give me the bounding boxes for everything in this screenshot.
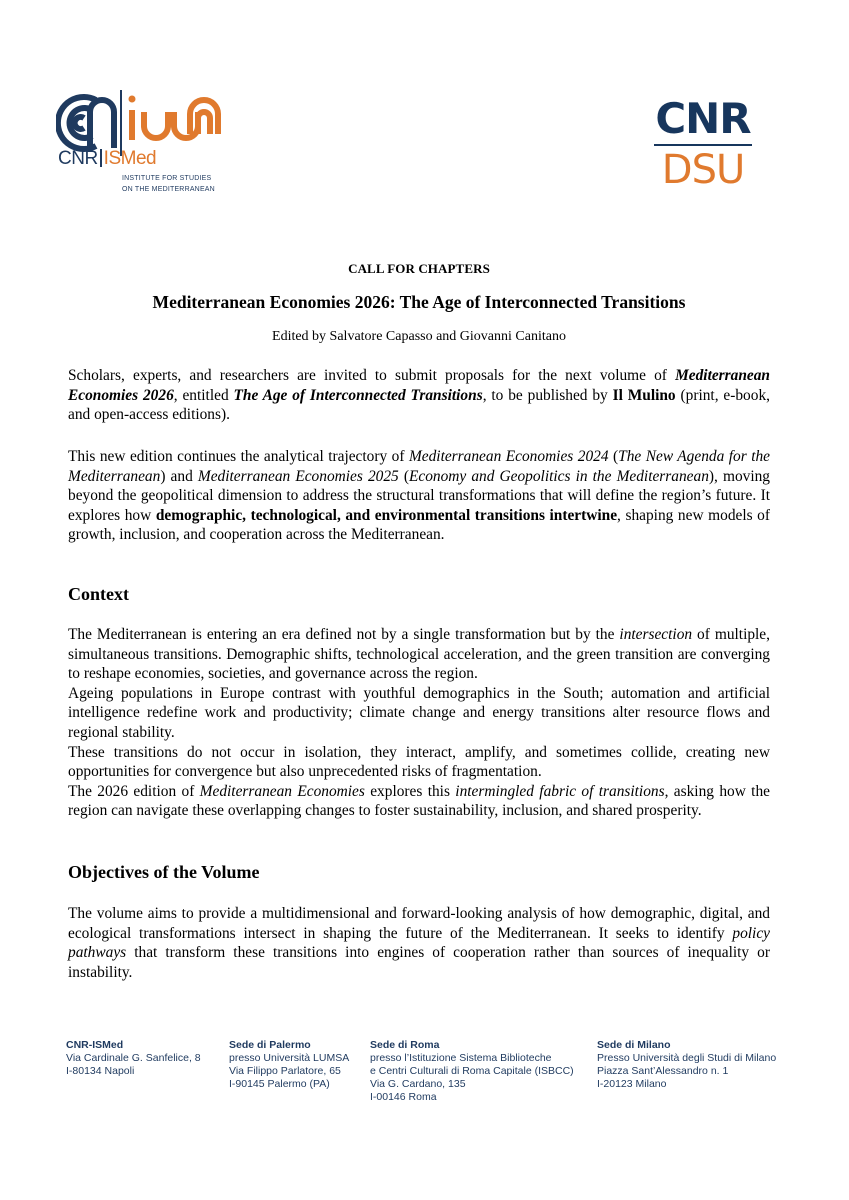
footer-office-roma bbox=[370, 1039, 574, 1104]
office-line: I-80134 Napoli bbox=[66, 1065, 135, 1077]
footer-office-milano bbox=[597, 1039, 776, 1091]
objectives-heading: Objectives of the Volume bbox=[68, 862, 260, 882]
office-line: Via Filippo Parlatore, 65 bbox=[229, 1065, 341, 1077]
office-line: presso Università LUMSA bbox=[229, 1052, 350, 1064]
dsu-logo-cnr: CNR bbox=[655, 94, 751, 143]
office-line: I-20123 Milano bbox=[597, 1078, 667, 1090]
context-heading: Context bbox=[68, 584, 129, 604]
volume-subtitle: The Age of Interconnected Transitions bbox=[233, 386, 483, 404]
volume-name: Mediterranean Economies 2026 bbox=[68, 367, 770, 404]
office-line: Presso Università degli Studi di Milano bbox=[597, 1052, 777, 1064]
office-line: Piazza Sant’Alessandro n. 1 bbox=[597, 1065, 729, 1077]
logo-subtitle-line1: INSTITUTE FOR STUDIES bbox=[122, 175, 212, 182]
office-name: CNR-ISMed bbox=[66, 1039, 124, 1051]
office-line: I-00146 Roma bbox=[370, 1091, 437, 1103]
context-line-4: The 2026 edition of Mediterranean Economies explores this intermingled fabric of transitions, asking how the region can navigate these overlapping changes to foster sustainability, inclusion, and shared prosperity. bbox=[68, 782, 770, 820]
logo-word-cnr: CNR bbox=[58, 148, 98, 169]
edition-paragraph: This new edition continues the analytical trajectory of Mediterranean Economies 2024 (The New Agenda for the Mediterranean) and Mediterranean Economies 2025 (Economy and Geopolitics in the Mediterranean), moving beyond the geopolitical dimension to address the structural transformations that will define the region’s future. It explores how demographic, technological, and environmental transitions intertwine, shaping new models of growth, inclusion, and cooperation across the Mediterranean. bbox=[68, 448, 771, 544]
context-line-3: These transitions do not occur in isolation, they interact, amplify, and sometimes collide, creating new opportunities for convergence but also unprecedented risks of fragmentation. bbox=[68, 743, 770, 781]
editors-line: Edited by Salvatore Capasso and Giovanni Canitano bbox=[272, 329, 566, 344]
logo-word-ismed: ISMed bbox=[103, 148, 157, 169]
context-line-2: Ageing populations in Europe contrast with youthful demographics in the South; automation and artificial intelligence redefine work and productivity; climate change and energy transitions alter resource flows and regional stability. bbox=[68, 684, 770, 741]
cnr-ismed-logo bbox=[56, 88, 236, 203]
office-line: I-90145 Palermo (PA) bbox=[229, 1078, 330, 1090]
dsu-logo-dsu: DSU bbox=[661, 147, 745, 193]
context-line-1: The Mediterranean is entering an era defined not by a single transformation but by the intersection of multiple, simultaneous transitions. Demographic shifts, technological acceleration, and the green transition are converging to reshape economies, societies, and governance across the region. bbox=[68, 626, 770, 683]
office-name: Sede di Milano bbox=[597, 1039, 671, 1051]
context-paragraph bbox=[68, 625, 770, 821]
office-line: presso l’Istituzione Sistema Biblioteche bbox=[370, 1052, 552, 1064]
objectives-paragraph: The volume aims to provide a multidimensional and forward-looking analysis of how demographic, digital, and ecological transformations intersect in shaping the future of the Mediterranean. It seeks to identify policy pathways that transform these transitions into engines of cooperation rather than sources of inequality or instability. bbox=[68, 905, 770, 981]
office-line: Via G. Cardano, 135 bbox=[370, 1078, 466, 1090]
edition-emphasis: demographic, technological, and environmental transitions intertwine bbox=[155, 506, 618, 524]
ismed-logo-subtitle bbox=[122, 173, 215, 195]
publisher-name: Il Mulino bbox=[612, 386, 676, 404]
intro-paragraph: Scholars, experts, and researchers are invited to submit proposals for the next volume of Mediterranean Economies 2026, entitled The Age of Interconnected Transitions, to be published by Il Mulino (print, e-book, and open-access editions). bbox=[68, 367, 770, 424]
office-name: Sede di Palermo bbox=[229, 1039, 311, 1051]
call-label: CALL FOR CHAPTERS bbox=[348, 261, 490, 276]
ismed-logo-wordmark bbox=[58, 148, 156, 170]
footer-office-palermo bbox=[229, 1039, 349, 1091]
footer-office-napoli bbox=[66, 1039, 201, 1078]
office-line: e Centri Culturali di Roma Capitale (ISBCC) bbox=[370, 1065, 574, 1077]
office-line: Via Cardinale G. Sanfelice, 8 bbox=[66, 1052, 201, 1064]
cnr-dsu-logo bbox=[648, 96, 758, 200]
logo-subtitle-line2: ON THE MEDITERRANEAN bbox=[122, 186, 215, 193]
office-name: Sede di Roma bbox=[370, 1039, 440, 1051]
document-title: Mediterranean Economies 2026: The Age of Interconnected Transitions bbox=[152, 292, 686, 312]
